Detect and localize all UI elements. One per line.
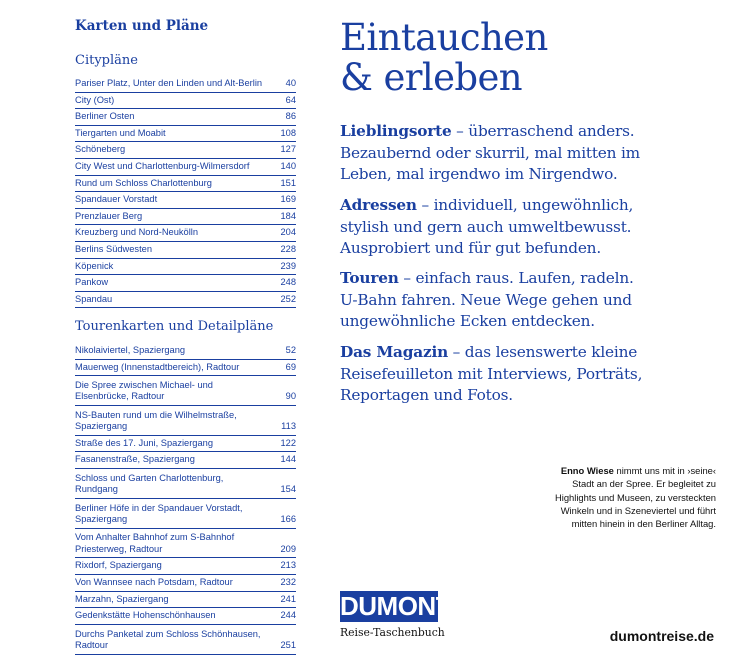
toc-entry-page: 232 xyxy=(280,577,296,588)
toc-entry xyxy=(75,225,296,242)
toc-entry-title: Schloss und Garten Charlottenburg, Rundgang xyxy=(75,472,224,495)
toc-entry xyxy=(75,242,296,259)
section-text: – individuell, ungewöhnlich, stylish und gern auch umweltbewusst. Ausprobiert und für gut befunden. xyxy=(340,196,634,257)
toc-entry-title: Spandauer Vorstadt xyxy=(75,194,158,205)
toc-entry-title: Kreuzberg und Nord-Neukölln xyxy=(75,227,198,238)
toc-entry xyxy=(75,575,296,592)
toc-entry-title: Mauerweg (Innenstadtbereich), Radtour xyxy=(75,361,240,372)
toc-entry-page: 169 xyxy=(280,194,296,205)
toc-entry xyxy=(75,192,296,209)
toc-entry-title: Köpenick xyxy=(75,260,114,271)
toc-entry xyxy=(75,376,296,406)
section-lieblingsorte xyxy=(340,121,645,186)
toc-entry-page: 113 xyxy=(281,421,296,432)
website-link[interactable]: dumontreise.de xyxy=(609,628,714,644)
toc-entry xyxy=(75,452,296,469)
toc-entry-title: Pariser Platz, Unter den Linden und Alt-Berlin xyxy=(75,78,263,89)
toc-entry-page: 209 xyxy=(280,543,296,554)
toc-entry-title: Pankow xyxy=(75,277,109,288)
toc-entry-title: Straße des 17. Juni, Spaziergang xyxy=(75,437,213,448)
toc-entry xyxy=(75,292,296,309)
toc-entry-page: 204 xyxy=(280,227,296,238)
section-text: – einfach raus. Laufen, radeln. U-Bahn fahren. Neue Wege gehen und ungewöhnliche Ecken entdecken. xyxy=(340,269,634,330)
cityplans-heading: Citypläne xyxy=(75,53,138,68)
toc-entry-title: Durchs Panketal zum Schloss Schönhausen, Radtour xyxy=(75,628,261,651)
toc-entry-page: 251 xyxy=(280,640,296,651)
title-line-2: & erleben xyxy=(340,56,523,99)
toc-entry xyxy=(75,176,296,193)
toc-entry xyxy=(75,360,296,377)
toc-entry xyxy=(75,608,296,625)
toc-entry-title: City West und Charlottenburg-Wilmersdorf xyxy=(75,161,250,172)
section-keyword: Adressen xyxy=(340,196,417,214)
toc-entry-title: Berliner Höfe in der Spandauer Vorstadt, Spaziergang xyxy=(75,502,243,525)
toc-entry-page: 252 xyxy=(280,293,296,304)
section-keyword: Touren xyxy=(340,269,399,287)
toc-entry-title: Berlins Südwesten xyxy=(75,244,152,255)
toc-entry xyxy=(75,625,296,655)
toc-entry-page: 184 xyxy=(280,210,296,221)
toc-entry-page: 144 xyxy=(280,454,296,465)
toc-entry xyxy=(75,109,296,126)
toc-entry-page: 140 xyxy=(280,161,296,172)
author-bio xyxy=(540,464,716,530)
page-title xyxy=(340,18,548,98)
toc-entry-title: Die Spree zwischen Michael- und Elsenbrücke, Radtour xyxy=(75,379,213,402)
toc-entry xyxy=(75,499,296,529)
author-bio-text: nimmt uns mit in ›seine‹ Stadt an der Spree. Er begleitet zu Highlights und Museen, zu versteckten Winkeln und in Szeneviertel und führt mitten hinein in den Berliner Alltag. xyxy=(554,465,716,530)
toc-entry-page: 90 xyxy=(285,391,296,402)
section-keyword: Das Magazin xyxy=(340,343,448,361)
toc-entry xyxy=(75,93,296,110)
toc-entry xyxy=(75,529,296,559)
toc-entry-page: 127 xyxy=(280,144,296,155)
toc-entry-title: Prenzlauer Berg xyxy=(75,210,143,221)
toc-entry-page: 213 xyxy=(280,560,296,571)
toc-entry-title: Vom Anhalter Bahnhof zum S-Bahnhof Priesterweg, Radtour xyxy=(75,532,235,554)
section-adressen xyxy=(340,195,645,260)
logo-subtitle: Reise-Taschenbuch xyxy=(340,626,445,639)
toc-entry xyxy=(75,259,296,276)
toc-entry-title: Marzahn, Spaziergang xyxy=(75,593,169,604)
tourmaps-list xyxy=(75,343,296,655)
toc-entry-page: 122 xyxy=(280,437,296,448)
toc-entry xyxy=(75,76,296,93)
cityplans-list xyxy=(75,76,296,308)
section-keyword: Lieblingsorte xyxy=(340,122,452,140)
dumont-logo: DUMONT xyxy=(340,591,452,621)
toc-entry-page: 154 xyxy=(280,484,296,495)
toc-entry-page: 151 xyxy=(280,177,296,188)
toc-entry xyxy=(75,275,296,292)
toc-entry-page: 108 xyxy=(280,127,296,138)
toc-entry xyxy=(75,406,296,436)
toc-entry xyxy=(75,142,296,159)
section-text: – überraschend anders. Bezaubernd oder skurril, mal mitten im Leben, mal irgendwo im Nirgendwo. xyxy=(340,122,640,183)
toc-entry-page: 40 xyxy=(285,78,296,89)
toc-entry-title: Nikolaiviertel, Spaziergang xyxy=(75,345,186,356)
toc-entry-title: NS-Bauten rund um die Wilhelmstraße, Spaziergang xyxy=(75,409,237,432)
toc-entry-page: 52 xyxy=(285,345,296,356)
section-touren xyxy=(340,268,645,333)
toc-entry xyxy=(75,126,296,143)
toc-entry-page: 166 xyxy=(280,514,296,525)
toc-entry-title: Spandau xyxy=(75,293,113,304)
tourmaps-heading: Tourenkarten und Detailpläne xyxy=(75,319,274,334)
toc-entry-title: Rixdorf, Spaziergang xyxy=(75,560,162,571)
toc-entry-title: Schöneberg xyxy=(75,144,126,155)
toc-entry-page: 69 xyxy=(285,361,296,372)
toc-entry-page: 239 xyxy=(280,260,296,271)
toc-entry-title: Berliner Osten xyxy=(75,111,135,122)
toc-entry-title: Von Wannsee nach Potsdam, Radtour xyxy=(75,577,233,588)
toc-entry xyxy=(75,558,296,575)
toc-entry-page: 228 xyxy=(280,244,296,255)
section-text: – das lesenswerte kleine Reisefeuilleton mit Interviews, Porträts, Reportagen und Fotos. xyxy=(340,343,643,404)
toc-entry-page: 86 xyxy=(285,111,296,122)
toc-entry xyxy=(75,159,296,176)
toc-entry xyxy=(75,592,296,609)
toc-entry xyxy=(75,343,296,360)
section-magazin xyxy=(340,342,645,407)
toc-entry-page: 241 xyxy=(280,593,296,604)
toc-entry xyxy=(75,469,296,499)
toc-entry-title: Fasanenstraße, Spaziergang xyxy=(75,454,195,465)
toc-entry-title: Tiergarten und Moabit xyxy=(75,127,166,138)
toc-entry-title: Rund um Schloss Charlottenburg xyxy=(75,177,212,188)
toc-entry xyxy=(75,436,296,453)
author-name: Enno Wiese xyxy=(560,465,614,476)
toc-entry-title: Gedenkstätte Hohenschönhausen xyxy=(75,610,216,621)
title-line-1: Eintauchen xyxy=(340,16,548,59)
maps-heading: Karten und Pläne xyxy=(75,18,209,34)
toc-entry xyxy=(75,209,296,226)
toc-entry-page: 64 xyxy=(285,94,296,105)
toc-entry-page: 248 xyxy=(280,277,296,288)
toc-entry-title: City (Ost) xyxy=(75,94,115,105)
toc-entry-page: 244 xyxy=(280,610,296,621)
